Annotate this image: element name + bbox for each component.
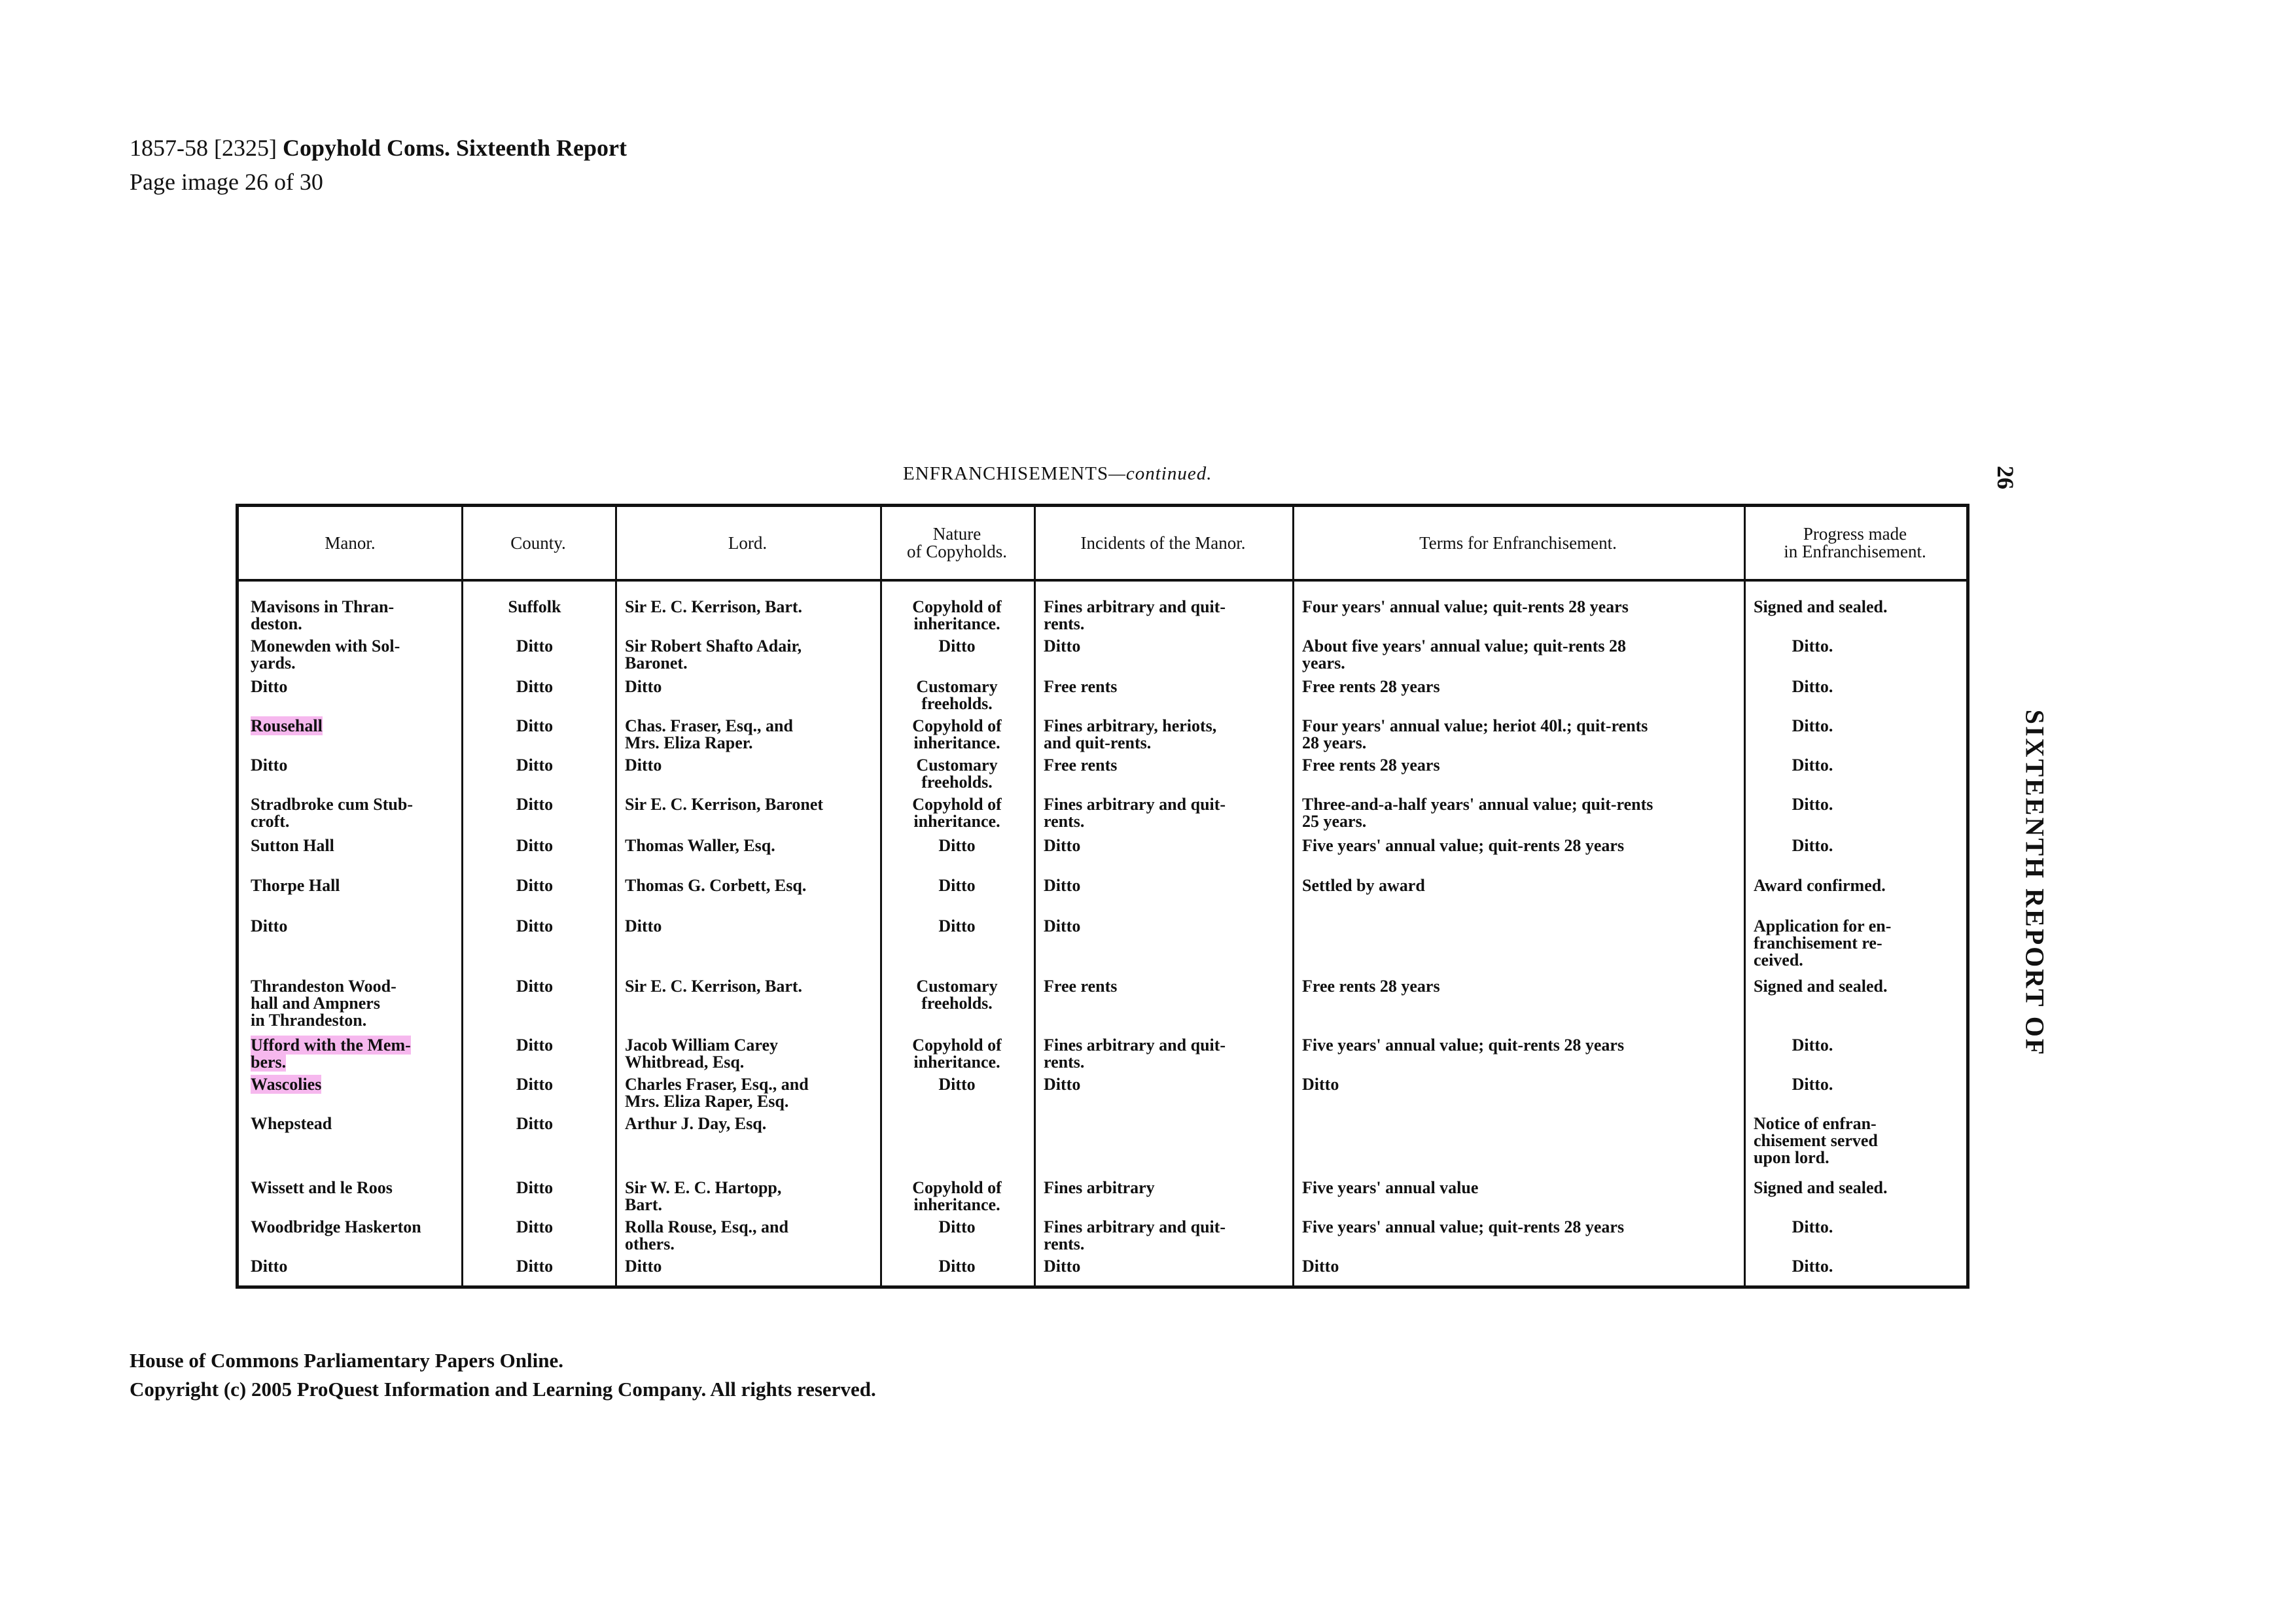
side-running-title-text: SIXTEENTH REPORT OF xyxy=(2020,709,2050,1057)
table-cell-lord: Arthur J. Day, Esq. xyxy=(625,1114,767,1133)
table-cell-lord: Ditto xyxy=(625,677,662,696)
table-cell-terms: Five years' annual value; quit-rents 28 years xyxy=(1302,1036,1625,1055)
table-cell-county: Ditto xyxy=(516,836,554,855)
column-rule xyxy=(461,507,463,1285)
table-cell-county: Ditto xyxy=(516,977,554,996)
table-cell-lord: Sir Robert Shafto Adair, Baronet. xyxy=(625,637,802,672)
table-cell-manor xyxy=(251,718,450,735)
table-cell-lord: Ditto xyxy=(625,916,662,935)
table-cell-manor: Ditto xyxy=(251,756,288,775)
document-footer xyxy=(130,1346,876,1404)
table-cell-manor xyxy=(251,1037,450,1071)
table-cell-nature: Customary freeholds. xyxy=(916,756,998,792)
column-rule xyxy=(615,507,617,1285)
column-rule xyxy=(880,507,882,1285)
table-cell-nature: Ditto xyxy=(938,1075,976,1094)
table-cell-nature: Copyhold of inheritance. xyxy=(912,795,1002,831)
table-cell-progress: Ditto. xyxy=(1792,677,1833,696)
column-header-nature: Nature of Copyholds. xyxy=(906,524,1007,561)
column-rule xyxy=(1292,507,1294,1285)
column-header-lord: Lord. xyxy=(728,532,768,553)
header-line-1 xyxy=(130,131,627,165)
table-cell-nature: Ditto xyxy=(938,916,976,935)
table-cell-lord: Ditto xyxy=(625,1257,662,1276)
table-cell-incidents: Free rents xyxy=(1044,756,1118,775)
table-cell-incidents: Fines arbitrary and quit- rents. xyxy=(1044,795,1226,831)
table-cell-lord: Ditto xyxy=(625,756,662,775)
table-cell-progress: Ditto. xyxy=(1792,716,1833,735)
table-title-suffix: —continued. xyxy=(1108,463,1212,484)
table-cell-county: Ditto xyxy=(516,795,554,814)
table-cell-terms: Four years' annual value; quit-rents 28 years xyxy=(1302,597,1629,616)
table-title-main: ENFRANCHISEMENTS xyxy=(903,463,1109,484)
table-cell-manor: Ditto xyxy=(251,916,288,935)
table-cell-progress: Notice of enfran- chisement served upon lord. xyxy=(1754,1114,1878,1167)
column-header-progress: Progress made in Enfranchisement. xyxy=(1784,524,1926,561)
table-cell-county: Ditto xyxy=(516,756,554,775)
table-cell-lord: Chas. Fraser, Esq., and Mrs. Eliza Raper. xyxy=(625,716,793,752)
table-cell-manor: Stradbroke cum Stub- croft. xyxy=(251,795,414,831)
table-cell-incidents: Ditto xyxy=(1044,637,1081,655)
table-cell-incidents: Ditto xyxy=(1044,1075,1081,1094)
column-header-county: County. xyxy=(510,532,566,553)
table-cell-manor: Mavisons in Thran- deston. xyxy=(251,597,395,633)
table-cell-terms: Ditto xyxy=(1302,1257,1339,1276)
table-cell-progress: Ditto. xyxy=(1792,1075,1833,1094)
table-cell-terms: About five years' annual value; quit-rents 28 years. xyxy=(1302,637,1626,672)
table-cell-nature: Ditto xyxy=(938,637,976,655)
table-cell-terms: Free rents 28 years xyxy=(1302,756,1440,775)
table-cell-manor: Whepstead xyxy=(251,1114,332,1133)
table-cell-lord: Sir E. C. Kerrison, Bart. xyxy=(625,597,803,616)
table-cell-terms: Five years' annual value xyxy=(1302,1178,1479,1197)
table-cell-county: Ditto xyxy=(516,1178,554,1197)
side-running-title xyxy=(2015,707,2055,1060)
table-cell-nature: Copyhold of inheritance. xyxy=(912,597,1002,633)
side-page-number: 26 xyxy=(1992,466,2019,489)
table-cell-incidents: Ditto xyxy=(1044,916,1081,935)
table-cell-county: Ditto xyxy=(516,1075,554,1094)
table-cell-manor xyxy=(251,1076,450,1093)
table-cell-manor: Thorpe Hall xyxy=(251,876,340,895)
enfranchisements-table xyxy=(236,504,1969,1289)
table-cell-progress: Signed and sealed. xyxy=(1754,977,1888,996)
table-cell-lord: Thomas Waller, Esq. xyxy=(625,836,775,855)
table-cell-progress: Application for en- franchisement re- ceived. xyxy=(1754,916,1892,969)
table-cell-terms: Five years' annual value; quit-rents 28 years xyxy=(1302,836,1625,855)
table-cell-manor: Monewden with Sol- yards. xyxy=(251,637,400,672)
session-paper-number: 1857-58 [2325] xyxy=(130,135,277,161)
table-cell-nature: Copyhold of inheritance. xyxy=(912,1036,1002,1072)
table-cell-progress: Ditto. xyxy=(1792,1036,1833,1055)
table-cell-terms: Free rents 28 years xyxy=(1302,677,1440,696)
table-cell-progress: Ditto. xyxy=(1792,756,1833,775)
table-cell-nature: Ditto xyxy=(938,836,976,855)
table-cell-county: Ditto xyxy=(516,1114,554,1133)
table-cell-incidents: Fines arbitrary and quit- rents. xyxy=(1044,1036,1226,1072)
table-cell-terms: Ditto xyxy=(1302,1075,1339,1094)
table-cell-manor: Woodbridge Haskerton xyxy=(251,1217,421,1236)
column-header-manor: Manor. xyxy=(325,532,376,553)
table-title xyxy=(903,463,1212,485)
table-cell-nature: Copyhold of inheritance. xyxy=(912,716,1002,752)
table-cell-lord: Sir W. E. C. Hartopp, Bart. xyxy=(625,1178,782,1214)
table-cell-nature: Ditto xyxy=(938,1217,976,1236)
table-cell-terms: Five years' annual value; quit-rents 28 years xyxy=(1302,1217,1625,1236)
table-cell-lord: Thomas G. Corbett, Esq. xyxy=(625,876,807,895)
table-cell-manor: Wissett and le Roos xyxy=(251,1178,393,1197)
table-cell-progress: Signed and sealed. xyxy=(1754,597,1888,616)
column-header-terms: Terms for Enfranchisement. xyxy=(1419,532,1617,553)
table-cell-progress: Ditto. xyxy=(1792,637,1833,655)
document-title: Copyhold Coms. Sixteenth Report xyxy=(282,135,627,161)
table-cell-incidents: Fines arbitrary and quit- rents. xyxy=(1044,597,1226,633)
column-header-incidents: Incidents of the Manor. xyxy=(1080,532,1246,553)
table-cell-incidents: Free rents xyxy=(1044,677,1118,696)
table-cell-nature: Customary freeholds. xyxy=(916,977,998,1013)
table-cell-manor: Ditto xyxy=(251,677,288,696)
table-cell-county: Ditto xyxy=(516,1257,554,1276)
table-cell-incidents: Ditto xyxy=(1044,1257,1081,1276)
highlighted-manor-name: Rousehall xyxy=(251,716,323,735)
document-header xyxy=(130,131,627,199)
table-cell-terms: Free rents 28 years xyxy=(1302,977,1440,996)
header-rule xyxy=(239,579,1966,582)
table-cell-lord: Charles Fraser, Esq., and Mrs. Eliza Raper, Esq. xyxy=(625,1075,809,1111)
highlighted-manor-name: Wascolies xyxy=(251,1075,322,1094)
table-cell-county: Ditto xyxy=(516,1036,554,1055)
table-cell-terms: Settled by award xyxy=(1302,876,1425,895)
highlighted-manor-name: Ufford with the Mem- bers. xyxy=(251,1036,411,1072)
table-cell-incidents: Free rents xyxy=(1044,977,1118,996)
table-cell-incidents: Fines arbitrary xyxy=(1044,1178,1155,1197)
table-cell-progress: Ditto. xyxy=(1792,795,1833,814)
table-cell-progress: Ditto. xyxy=(1792,1257,1833,1276)
table-cell-incidents: Ditto xyxy=(1044,876,1081,895)
table-cell-manor: Thrandeston Wood- hall and Ampners in Thrandeston. xyxy=(251,977,397,1030)
table-cell-nature: Ditto xyxy=(938,876,976,895)
column-rule xyxy=(1744,507,1746,1285)
table-cell-county: Suffolk xyxy=(508,597,561,616)
table-cell-lord: Rolla Rouse, Esq., and others. xyxy=(625,1217,788,1253)
table-cell-incidents: Fines arbitrary, heriots, and quit-rents. xyxy=(1044,716,1217,752)
page-counter: Page image 26 of 30 xyxy=(130,169,323,195)
table-cell-terms: Three-and-a-half years' annual value; quit-rents 25 years. xyxy=(1302,795,1653,831)
table-cell-progress: Ditto. xyxy=(1792,836,1833,855)
table-cell-lord: Sir E. C. Kerrison, Bart. xyxy=(625,977,803,996)
table-cell-manor: Sutton Hall xyxy=(251,836,334,855)
table-cell-nature: Customary freeholds. xyxy=(916,677,998,713)
table-cell-progress: Signed and sealed. xyxy=(1754,1178,1888,1197)
footer-copyright: Copyright (c) 2005 ProQuest Information and Learning Company. All rights reserved. xyxy=(130,1378,876,1401)
footer-publisher: House of Commons Parliamentary Papers Online. xyxy=(130,1349,564,1372)
table-cell-lord: Jacob William Carey Whitbread, Esq. xyxy=(625,1036,778,1072)
table-cell-progress: Award confirmed. xyxy=(1754,876,1886,895)
table-cell-county: Ditto xyxy=(516,677,554,696)
table-cell-lord: Sir E. C. Kerrison, Baronet xyxy=(625,795,824,814)
column-rule xyxy=(1034,507,1036,1285)
table-cell-progress: Ditto. xyxy=(1792,1217,1833,1236)
table-cell-county: Ditto xyxy=(516,916,554,935)
table-cell-nature: Copyhold of inheritance. xyxy=(912,1178,1002,1214)
table-cell-incidents: Fines arbitrary and quit- rents. xyxy=(1044,1217,1226,1253)
table-cell-county: Ditto xyxy=(516,876,554,895)
table-cell-incidents: Ditto xyxy=(1044,836,1081,855)
table-cell-nature: Ditto xyxy=(938,1257,976,1276)
table-cell-manor: Ditto xyxy=(251,1257,288,1276)
table-cell-county: Ditto xyxy=(516,716,554,735)
table-cell-county: Ditto xyxy=(516,637,554,655)
table-cell-county: Ditto xyxy=(516,1217,554,1236)
table-cell-terms: Four years' annual value; heriot 40l.; quit-rents 28 years. xyxy=(1302,716,1648,752)
